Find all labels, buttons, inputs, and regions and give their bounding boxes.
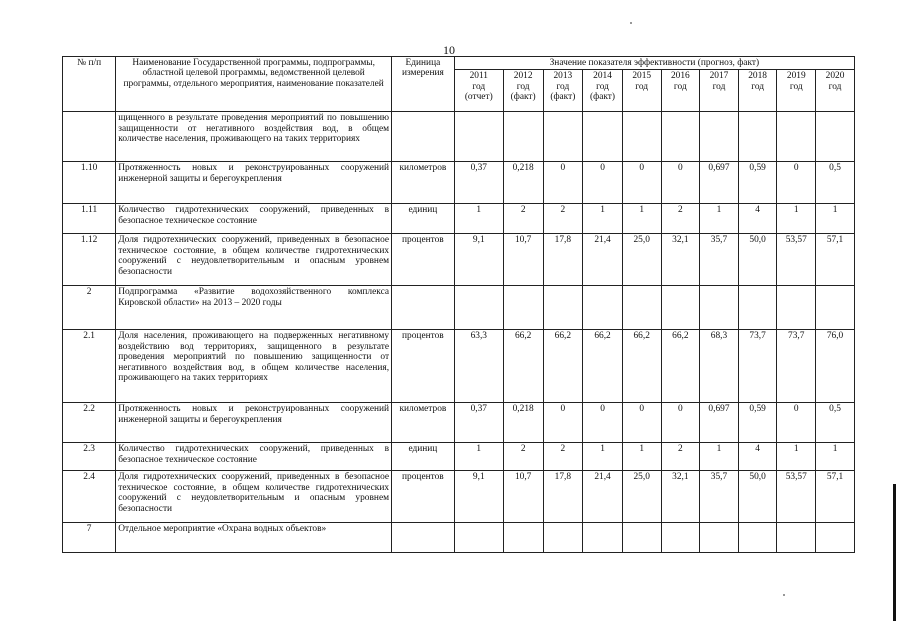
table-row: [63, 443, 855, 471]
header-name: Наименование Государственной программы, подпрограммы, областной целевой программы, ведомственной целевой программы, отдельного мероприятия, наименование показателей: [116, 57, 392, 112]
row-value-2012: 0,218: [503, 162, 543, 204]
row-num: 2: [63, 286, 116, 330]
table-row: [63, 204, 855, 234]
row-value-2018: 50,0: [738, 471, 777, 523]
row-value-2012: 0,218: [503, 403, 543, 443]
header-year-year: 2014: [593, 71, 612, 82]
row-indicator-name: Протяженность новых и реконструированных сооружений инженерной защиты и берегоукрепления: [116, 162, 392, 204]
row-value-2011: 0,37: [454, 162, 503, 204]
table-body: [63, 112, 855, 553]
table-row: [63, 112, 855, 162]
row-value-2016: [661, 523, 700, 553]
header-year-2018: [738, 70, 777, 112]
row-value-2017: 35,7: [700, 471, 739, 523]
header-year-2017: [700, 70, 739, 112]
header-year-note: (факт): [510, 92, 536, 103]
scan-dot: [630, 22, 632, 24]
row-indicator-name: Подпрограмма «Развитие водохозяйственного комплекса Кировской области» на 2013 – 2020 годы: [116, 286, 392, 330]
row-indicator-name: Доля гидротехнических сооружений, приведенных в безопасное техническое состояние, в общем количестве гидротехнических сооружений с неудовлетворительным и опасным уровнем безопасности: [116, 234, 392, 286]
row-value-2011: 9,1: [454, 234, 503, 286]
header-year-year: 2012: [513, 71, 533, 82]
row-value-2020: 0,5: [816, 403, 855, 443]
row-unit: процентов: [392, 471, 455, 523]
row-value-2018: 73,7: [738, 330, 777, 403]
row-unit: единиц: [392, 443, 455, 471]
row-value-2017: 68,3: [700, 330, 739, 403]
row-indicator-name: Доля населения, проживающего на подверженных негативному воздействию вод территориях, защищенного в результате проведения мероприятий по повышению защищенности от негативного воздействия вод, в общем количестве населения, проживающего на таких территориях: [116, 330, 392, 403]
header-year-unit: год: [596, 81, 609, 92]
header-year-unit: год: [472, 81, 486, 92]
row-num: 1.12: [63, 234, 116, 286]
header-year-year: 2017: [709, 71, 729, 82]
row-value-2011: [454, 112, 503, 162]
row-value-2017: 0,697: [700, 403, 739, 443]
row-value-2016: 0: [661, 162, 700, 204]
header-year-year: 2016: [670, 71, 690, 82]
table-row: [63, 403, 855, 443]
row-value-2020: 1: [816, 443, 855, 471]
row-value-2017: 1: [700, 204, 739, 234]
row-num: 1.11: [63, 204, 116, 234]
row-value-2014: [583, 286, 623, 330]
row-value-2014: 66,2: [583, 330, 623, 403]
row-value-2014: 0: [583, 162, 623, 204]
row-num: 7: [63, 523, 116, 553]
table-row: [63, 234, 855, 286]
row-value-2012: [503, 523, 543, 553]
row-value-2011: 63,3: [454, 330, 503, 403]
header-unit: Единица измерения: [392, 57, 455, 112]
row-value-2012: [503, 112, 543, 162]
row-value-2013: 2: [543, 443, 583, 471]
header-year-unit: год: [751, 81, 765, 92]
row-value-2015: 0: [622, 403, 661, 443]
header-year-unit: год: [516, 81, 530, 92]
header-year-2012: [503, 70, 543, 112]
header-year-year: 2019: [786, 71, 806, 82]
row-unit: процентов: [392, 330, 455, 403]
row-value-2015: 25,0: [622, 234, 661, 286]
header-year-unit: год: [673, 81, 687, 92]
row-value-2019: [777, 112, 816, 162]
header-year-year: 2013: [553, 71, 573, 82]
row-value-2013: 0: [543, 162, 583, 204]
row-value-2012: 2: [503, 204, 543, 234]
header-year-2014: [583, 70, 623, 112]
row-value-2013: [543, 286, 583, 330]
scan-dot: [783, 594, 785, 596]
row-value-2015: 0: [622, 162, 661, 204]
row-value-2014: 1: [583, 443, 623, 471]
page-number: 10: [443, 43, 455, 57]
header-year-unit: год: [556, 81, 570, 92]
row-value-2012: 66,2: [503, 330, 543, 403]
header-year-unit: год: [712, 81, 726, 92]
row-value-2019: 1: [777, 443, 816, 471]
header-year-note: (факт): [590, 92, 616, 103]
header-year-year: 2011: [469, 71, 488, 82]
row-value-2014: [583, 523, 623, 553]
row-value-2016: 66,2: [661, 330, 700, 403]
header-year-2020: [816, 70, 855, 112]
row-value-2018: [738, 112, 777, 162]
row-value-2013: 66,2: [543, 330, 583, 403]
row-indicator-name: Количество гидротехнических сооружений, приведенных в безопасное техническое состояние: [116, 443, 392, 471]
row-value-2014: 21,4: [583, 234, 623, 286]
row-value-2013: 2: [543, 204, 583, 234]
header-year-year: 2020: [825, 71, 845, 82]
row-value-2017: 1: [700, 443, 739, 471]
row-value-2015: 1: [622, 443, 661, 471]
row-value-2016: 32,1: [661, 234, 700, 286]
header-year-unit: год: [828, 81, 842, 92]
row-num: [63, 112, 116, 162]
row-value-2017: [700, 112, 739, 162]
row-value-2019: 53,57: [777, 234, 816, 286]
row-value-2019: 0: [777, 403, 816, 443]
table-header: [63, 57, 855, 112]
row-value-2019: 0: [777, 162, 816, 204]
row-value-2018: [738, 286, 777, 330]
header-year-year: 2015: [632, 71, 652, 82]
row-value-2012: 2: [503, 443, 543, 471]
scan-margin-bar: [893, 484, 896, 621]
row-value-2020: [816, 112, 855, 162]
row-value-2020: 0,5: [816, 162, 855, 204]
row-value-2012: 10,7: [503, 471, 543, 523]
row-num: 2.4: [63, 471, 116, 523]
row-value-2020: 57,1: [816, 471, 855, 523]
row-unit: [392, 286, 455, 330]
row-value-2020: 76,0: [816, 330, 855, 403]
row-value-2017: [700, 523, 739, 553]
row-value-2014: 0: [583, 403, 623, 443]
table-row: [63, 523, 855, 553]
row-value-2013: 0: [543, 403, 583, 443]
header-num: № п/п: [63, 57, 116, 112]
row-value-2015: 25,0: [622, 471, 661, 523]
header-year-unit: год: [789, 81, 803, 92]
row-unit: [392, 523, 455, 553]
row-value-2017: [700, 286, 739, 330]
row-unit: единиц: [392, 204, 455, 234]
row-value-2011: [454, 523, 503, 553]
row-value-2018: 0,59: [738, 403, 777, 443]
header-year-unit: год: [635, 81, 649, 92]
table-row: [63, 471, 855, 523]
row-value-2013: [543, 523, 583, 553]
row-value-2011: 1: [454, 443, 503, 471]
header-year-note: (факт): [550, 92, 576, 103]
row-value-2013: [543, 112, 583, 162]
row-value-2018: [738, 523, 777, 553]
row-value-2012: 10,7: [503, 234, 543, 286]
row-value-2013: 17,8: [543, 234, 583, 286]
row-value-2011: 9,1: [454, 471, 503, 523]
row-value-2018: 50,0: [738, 234, 777, 286]
header-value-group: Значение показателя эффективности (прогноз, факт): [454, 57, 854, 70]
row-num: 2.2: [63, 403, 116, 443]
row-value-2016: 32,1: [661, 471, 700, 523]
row-value-2015: [622, 112, 661, 162]
row-value-2011: 0,37: [454, 403, 503, 443]
row-value-2016: [661, 112, 700, 162]
row-value-2016: 2: [661, 204, 700, 234]
row-value-2016: [661, 286, 700, 330]
row-value-2014: [583, 112, 623, 162]
row-indicator-name: щищенного в результате проведения мероприятий по повышению защищенности от негативного воздействия вод, в общем количестве населения, проживающего на таких территориях: [116, 112, 392, 162]
row-indicator-name: Отдельное мероприятие «Охрана водных объектов»: [116, 523, 392, 553]
row-value-2013: 17,8: [543, 471, 583, 523]
row-value-2015: [622, 523, 661, 553]
row-value-2016: 0: [661, 403, 700, 443]
row-value-2018: 4: [738, 443, 777, 471]
row-value-2019: 1: [777, 204, 816, 234]
row-num: 1.10: [63, 162, 116, 204]
row-unit: километров: [392, 403, 455, 443]
table-row: [63, 286, 855, 330]
row-unit: [392, 112, 455, 162]
row-num: 2.3: [63, 443, 116, 471]
header-year-2015: [622, 70, 661, 112]
row-value-2014: 1: [583, 204, 623, 234]
row-value-2017: 0,697: [700, 162, 739, 204]
row-value-2019: 53,57: [777, 471, 816, 523]
header-year-2019: [777, 70, 816, 112]
row-unit: процентов: [392, 234, 455, 286]
row-indicator-name: Количество гидротехнических сооружений, приведенных в безопасное техническое состояние: [116, 204, 392, 234]
header-year-year: 2018: [748, 71, 767, 82]
row-value-2017: 35,7: [700, 234, 739, 286]
row-value-2020: [816, 523, 855, 553]
header-year-2013: [543, 70, 583, 112]
row-value-2011: 1: [454, 204, 503, 234]
row-value-2019: [777, 286, 816, 330]
row-value-2014: 21,4: [583, 471, 623, 523]
header-year-note: (отчет): [464, 92, 493, 103]
row-value-2015: 1: [622, 204, 661, 234]
row-indicator-name: Доля гидротехнических сооружений, приведенных в безопасное техническое состояние, в общем количестве гидротехнических сооружений с неудовлетворительным и опасным уровнем безопасности: [116, 471, 392, 523]
row-indicator-name: Протяженность новых и реконструированных сооружений инженерной защиты и берегоукрепления: [116, 403, 392, 443]
table-row: [63, 162, 855, 204]
row-value-2019: [777, 523, 816, 553]
row-value-2011: [454, 286, 503, 330]
row-value-2015: 66,2: [622, 330, 661, 403]
row-num: 2.1: [63, 330, 116, 403]
table-row: [63, 330, 855, 403]
row-value-2020: 1: [816, 204, 855, 234]
row-value-2018: 0,59: [738, 162, 777, 204]
row-value-2020: 57,1: [816, 234, 855, 286]
efficiency-indicators-table: [62, 56, 855, 553]
row-value-2016: 2: [661, 443, 700, 471]
header-year-2016: [661, 70, 700, 112]
row-value-2018: 4: [738, 204, 777, 234]
row-value-2015: [622, 286, 661, 330]
row-value-2020: [816, 286, 855, 330]
row-value-2012: [503, 286, 543, 330]
row-unit: километров: [392, 162, 455, 204]
row-value-2019: 73,7: [777, 330, 816, 403]
header-year-2011: [454, 70, 503, 112]
